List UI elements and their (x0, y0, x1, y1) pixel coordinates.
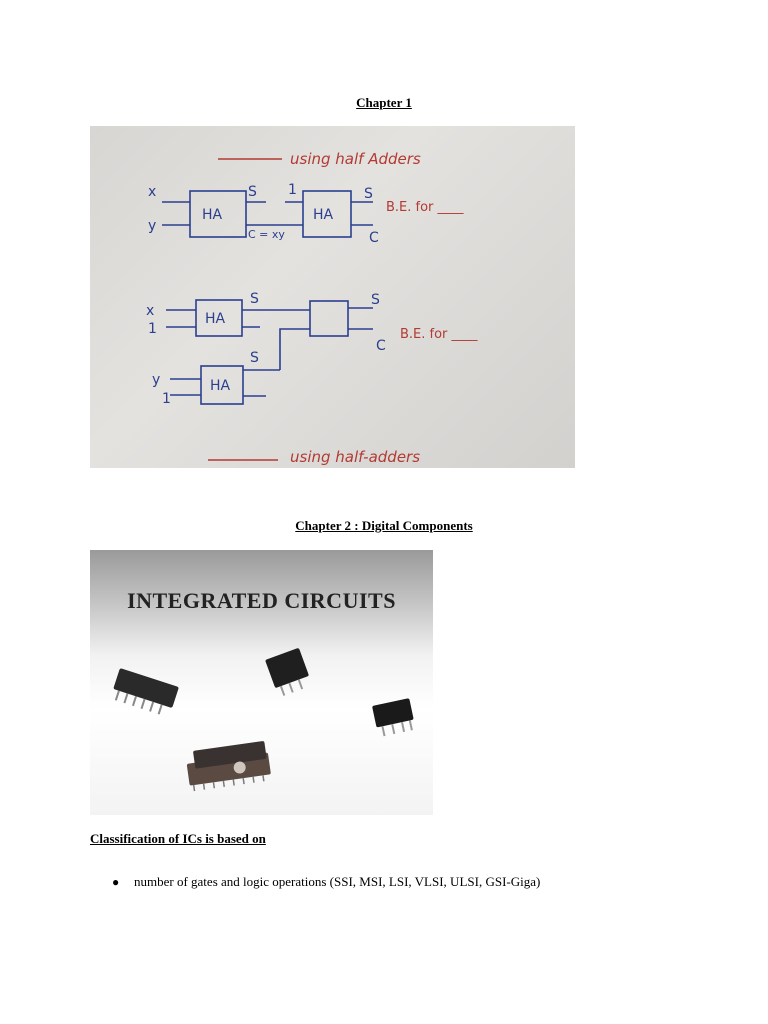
ic-chips-illustration (90, 550, 433, 815)
half-adder-sketch (90, 126, 575, 468)
d1-input-y: y (148, 218, 157, 234)
bottom-note: using half-adders (290, 448, 421, 466)
chapter-2-heading: Chapter 2 : Digital Components (295, 518, 473, 533)
stacked-chips-icon (185, 741, 272, 792)
d2-ha-bottom-sum: S (250, 350, 259, 366)
d1-ha2-carry: C (369, 230, 379, 246)
classification-heading: Classification of ICs is based on (90, 831, 266, 846)
d1-note: B.E. for ____ (386, 200, 464, 215)
ic-image-title: INTEGRATED CIRCUITS (127, 588, 396, 613)
d2-input-1b: 1 (162, 391, 171, 407)
d1-ha1-label: HA (202, 207, 223, 223)
chip-icon (265, 648, 313, 698)
d2-ha-top-sum: S (250, 291, 259, 307)
d2-ha-top-label: HA (205, 311, 226, 327)
top-note: using half Adders (290, 150, 421, 168)
integrated-circuits-image (90, 550, 433, 815)
dip-chip-icon (110, 668, 179, 718)
d2-input-1a: 1 (148, 321, 157, 337)
chapter-1-heading: Chapter 1 (356, 95, 412, 110)
whiteboard-photo (90, 126, 575, 468)
d1-ha2-input: 1 (288, 182, 297, 198)
d2-out-carry: C (376, 338, 386, 354)
d2-out-sum: S (371, 292, 380, 308)
d1-ha2-label: HA (313, 207, 334, 223)
d2-ha-bottom-label: HA (210, 378, 231, 394)
list-item-text: number of gates and logic operations (SSI, MSI, LSI, VLSI, ULSI, GSI-Giga) (134, 874, 541, 889)
list-item (112, 874, 540, 890)
d1-ha1-carry: C = xy (248, 228, 285, 241)
d1-ha1-sum: S (248, 184, 257, 200)
chip-icon-small (372, 698, 416, 737)
d2-input-x: x (146, 303, 155, 319)
d1-input-x: x (148, 184, 157, 200)
d2-note: B.E. for ____ (400, 327, 478, 342)
d1-ha2-sum: S (364, 186, 373, 202)
bullet-icon: ● (112, 875, 120, 889)
classification-list (112, 874, 540, 890)
d2-input-y: y (152, 372, 161, 388)
